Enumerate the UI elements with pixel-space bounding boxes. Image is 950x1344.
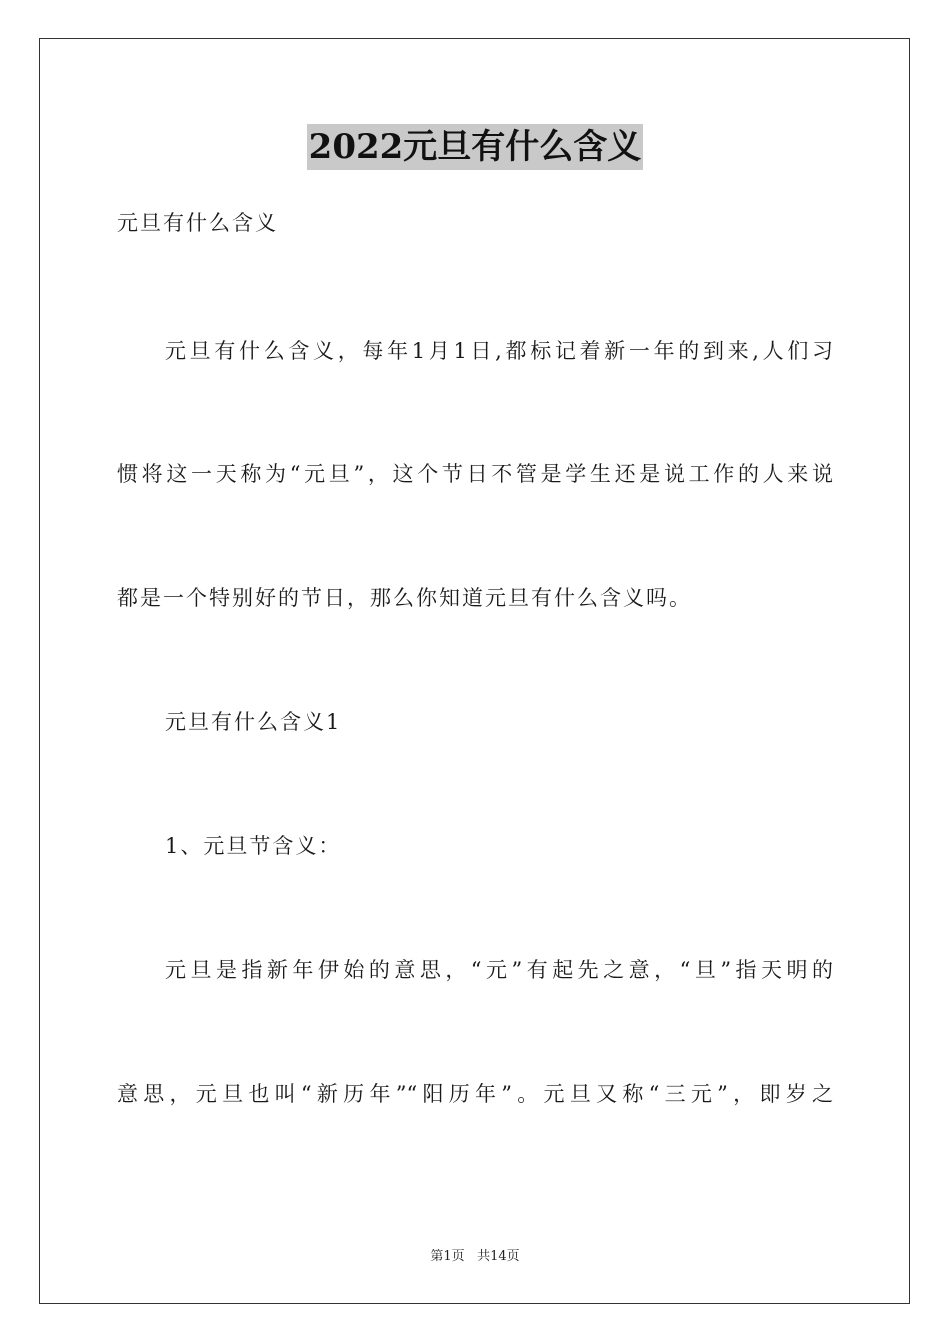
document-title: 2022元旦有什么含义 (307, 124, 644, 170)
subtitle-line: 元旦有什么含义 (117, 211, 278, 235)
subsection-heading: 1、元旦节含义： (165, 834, 342, 858)
title-block (0, 124, 950, 170)
paragraph-line: 意思，元旦也叫“新历年”“阳历年”。元旦又称“三元”，即岁之 (117, 1082, 833, 1106)
paragraph-line: 都是一个特别好的节日，那么你知道元旦有什么含义吗。 (117, 586, 692, 610)
paragraph-line: 惯将这一天称为“元旦”，这个节日不管是学生还是说工作的人来说 (117, 462, 833, 486)
paragraph-line: 元旦有什么含义，每年1月1日,都标记着新一年的到来,人们习 (165, 339, 833, 363)
page-footer (0, 1248, 950, 1266)
page-number: 第1页 (430, 1249, 465, 1264)
section-heading: 元旦有什么含义1 (165, 710, 342, 734)
paragraph-line: 元旦是指新年伊始的意思，“元”有起先之意，“旦”指天明的 (165, 958, 833, 982)
page-total: 共14页 (477, 1249, 520, 1264)
